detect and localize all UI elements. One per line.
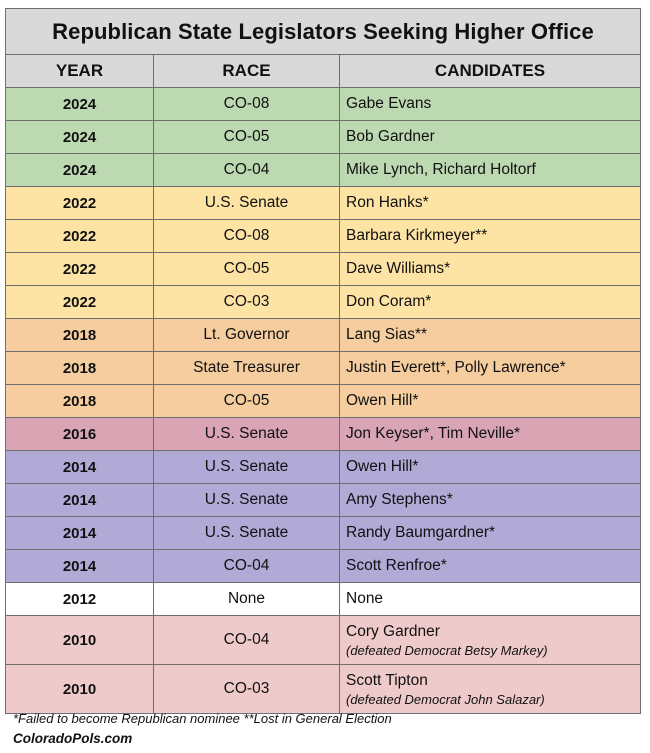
candidates-cell	[340, 451, 641, 484]
candidate-note: (defeated Democrat Betsy Markey)	[346, 642, 548, 658]
year-cell: 2014	[6, 550, 154, 583]
legislators-table-container	[5, 8, 640, 714]
candidates-cell	[340, 517, 641, 550]
race-cell: U.S. Senate	[154, 451, 340, 484]
race-cell: CO-03	[154, 665, 340, 714]
candidate-names: Bob Gardner	[346, 128, 435, 145]
race-cell: CO-05	[154, 385, 340, 418]
race-cell: U.S. Senate	[154, 187, 340, 220]
candidates-cell	[340, 583, 641, 616]
year-cell: 2018	[6, 352, 154, 385]
candidates-cell	[340, 88, 641, 121]
race-cell: CO-04	[154, 616, 340, 665]
race-cell: U.S. Senate	[154, 517, 340, 550]
race-cell: CO-05	[154, 253, 340, 286]
table-row	[6, 583, 641, 616]
header-year: YEAR	[6, 55, 154, 88]
table-body	[6, 88, 641, 714]
candidates-cell	[340, 484, 641, 517]
table-row	[6, 550, 641, 583]
year-cell: 2012	[6, 583, 154, 616]
table-row	[6, 220, 641, 253]
table-row	[6, 253, 641, 286]
table-row	[6, 154, 641, 187]
table-row	[6, 385, 641, 418]
table-row	[6, 665, 641, 714]
year-cell: 2022	[6, 253, 154, 286]
candidates-cell	[340, 154, 641, 187]
candidate-names: Amy Stephens*	[346, 491, 453, 508]
year-cell: 2024	[6, 121, 154, 154]
table-row	[6, 517, 641, 550]
table-row	[6, 616, 641, 665]
race-cell: CO-03	[154, 286, 340, 319]
header-row	[6, 55, 641, 88]
candidates-cell	[340, 550, 641, 583]
candidate-names: Gabe Evans	[346, 95, 432, 112]
candidates-cell	[340, 418, 641, 451]
year-cell: 2022	[6, 220, 154, 253]
candidate-names: Jon Keyser*, Tim Neville*	[346, 425, 521, 442]
year-cell: 2024	[6, 154, 154, 187]
candidate-names: None	[346, 590, 384, 607]
candidates-cell	[340, 220, 641, 253]
table-row	[6, 88, 641, 121]
year-cell: 2010	[6, 616, 154, 665]
table-row	[6, 352, 641, 385]
candidates-cell	[340, 616, 641, 665]
table-title: Republican State Legislators Seeking Higher Office	[6, 9, 641, 55]
source-credit: ColoradoPols.com	[13, 731, 133, 746]
table-row	[6, 451, 641, 484]
candidate-names: Owen Hill*	[346, 458, 419, 475]
candidates-cell	[340, 253, 641, 286]
candidate-names: Scott Tipton	[346, 671, 428, 689]
race-cell: CO-08	[154, 220, 340, 253]
race-cell: CO-04	[154, 550, 340, 583]
candidate-names: Mike Lynch, Richard Holtorf	[346, 161, 536, 178]
candidate-names: Justin Everett*, Polly Lawrence*	[346, 359, 566, 376]
table-row	[6, 187, 641, 220]
race-cell: CO-05	[154, 121, 340, 154]
candidates-cell	[340, 187, 641, 220]
year-cell: 2014	[6, 451, 154, 484]
legislators-table	[5, 8, 641, 714]
candidates-cell	[340, 665, 641, 714]
header-race: RACE	[154, 55, 340, 88]
year-cell: 2014	[6, 484, 154, 517]
table-row	[6, 286, 641, 319]
candidate-names: Scott Renfroe*	[346, 557, 447, 574]
year-cell: 2022	[6, 286, 154, 319]
race-cell: State Treasurer	[154, 352, 340, 385]
race-cell: U.S. Senate	[154, 418, 340, 451]
year-cell: 2024	[6, 88, 154, 121]
year-cell: 2014	[6, 517, 154, 550]
candidate-names: Owen Hill*	[346, 392, 419, 409]
table-row	[6, 418, 641, 451]
candidate-names: Cory Gardner	[346, 622, 440, 640]
candidate-names: Ron Hanks*	[346, 194, 429, 211]
race-cell: CO-04	[154, 154, 340, 187]
year-cell: 2016	[6, 418, 154, 451]
race-cell: None	[154, 583, 340, 616]
candidates-cell	[340, 385, 641, 418]
candidate-names: Randy Baumgardner*	[346, 524, 496, 541]
year-cell: 2022	[6, 187, 154, 220]
table-row	[6, 319, 641, 352]
year-cell: 2018	[6, 319, 154, 352]
table-row	[6, 121, 641, 154]
candidate-names: Barbara Kirkmeyer**	[346, 227, 488, 244]
candidate-names: Don Coram*	[346, 293, 432, 310]
year-cell: 2018	[6, 385, 154, 418]
candidates-cell	[340, 352, 641, 385]
header-candidates: CANDIDATES	[340, 55, 641, 88]
candidates-cell	[340, 121, 641, 154]
race-cell: Lt. Governor	[154, 319, 340, 352]
candidates-cell	[340, 319, 641, 352]
race-cell: CO-08	[154, 88, 340, 121]
footnote: *Failed to become Republican nominee **Lost in General Election	[13, 711, 392, 726]
candidate-note: (defeated Democrat John Salazar)	[346, 691, 545, 707]
candidates-cell	[340, 286, 641, 319]
year-cell: 2010	[6, 665, 154, 714]
candidate-names: Dave Williams*	[346, 260, 451, 277]
table-row	[6, 484, 641, 517]
race-cell: U.S. Senate	[154, 484, 340, 517]
candidate-names: Lang Sias**	[346, 326, 428, 343]
